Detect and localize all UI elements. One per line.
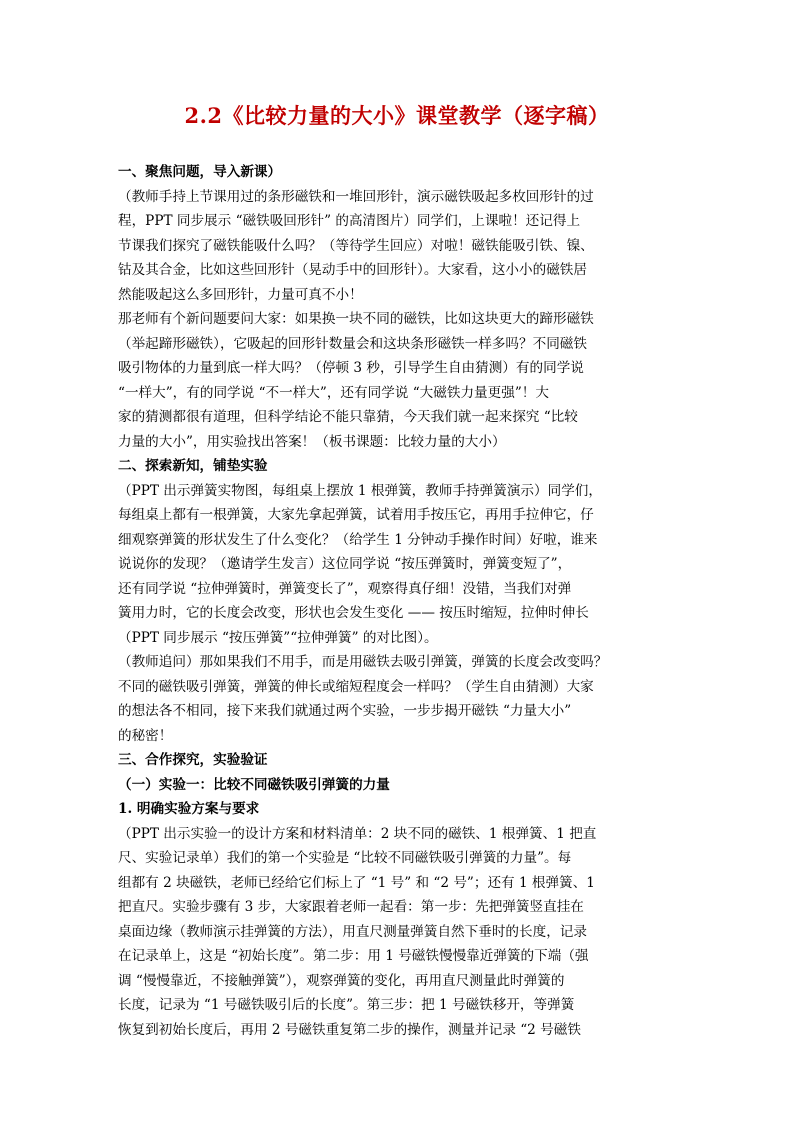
body-line: 然能吸起这么多回形针，力量可真不小！: [118, 286, 363, 303]
body-line: 尺、实验记录单）我们的第一个实验是 “比较不同磁铁吸引弹簧的力量”。每: [118, 850, 572, 866]
body-line: 钴及其合金，比如这些回形针（晃动手中的回形针）。大家看，这小小的磁铁居: [118, 262, 587, 278]
section-heading: 二、探索新知，铺垫实验: [118, 458, 268, 474]
body-line: 把直尺。实验步骤有 3 步，大家跟着老师一起看：第一步：先把弹簧竖直挂在: [118, 899, 584, 915]
body-line: 长度，记录为 “1 号磁铁吸引后的长度”。第三步：把 1 号磁铁移开，等弹簧: [118, 997, 575, 1013]
body-line: （教师手持上节课用过的条形磁铁和一堆回形针，演示磁铁吸起多枚回形针的过: [118, 188, 594, 205]
body-line: 组都有 2 块磁铁，老师已经给它们标上了 “1 号” 和 “2 号”；还有 1 根弹簧、1: [118, 874, 595, 891]
section-heading: 一、聚焦问题，导入新课）: [118, 164, 282, 180]
body-line: 那老师有个新问题要问大家：如果换一块不同的磁铁，比如这块更大的蹄形磁铁: [118, 311, 594, 327]
body-line: 桌面边缘（教师演示挂弹簧的方法），用直尺测量弹簧自然下垂时的长度，记录: [118, 923, 587, 940]
section-heading: （一）实验一：比较不同磁铁吸引弹簧的力量: [118, 776, 390, 793]
body-line: 细观察弹簧的形状发生了什么变化？（给学生 1 分钟动手操作时间）好啦，谁来: [118, 531, 598, 548]
body-line: （教师追问）那如果我们不用手，而是用磁铁去吸引弹簧，弹簧的长度会改变吗？: [118, 654, 608, 670]
body-line: 程，PPT 同步展示 “磁铁吸回形针” 的高清图片）同学们，上课啦！还记得上: [118, 213, 581, 229]
body-line: （PPT 出示弹簧实物图，每组桌上摆放 1 根弹簧，教师手持弹簧演示）同学们，: [118, 482, 602, 499]
body-line: 簧用力时，它的长度会改变，形状也会发生变化 —— 按压时缩短，拉伸时伸长: [118, 605, 589, 621]
body-line: 节课我们探究了磁铁能吸什么吗？（等待学生回应）对啦！磁铁能吸引铁、镍、: [118, 237, 594, 254]
body-line: 吸引物体的力量到底一样大吗？（停顿 3 秒，引导学生自由猜测）有的同学说: [118, 360, 584, 376]
body-line: 不同的磁铁吸引弹簧，弹簧的伸长或缩短程度会一样吗？（学生自由猜测）大家: [118, 678, 594, 695]
body-line: 恢复到初始长度后，再用 2 号磁铁重复第二步的操作，测量并记录 “2 号磁铁: [118, 1021, 581, 1038]
section-heading: 三、合作探究，实验验证: [118, 752, 268, 768]
body-line: （PPT 同步展示 “按压弹簧”“拉伸弹簧” 的对比图）。: [118, 629, 438, 646]
body-line: 调 “慢慢靠近，不接触弹簧”），观察弹簧的变化，再用直尺测量此时弹簧的: [118, 972, 565, 989]
body-line: 的想法各不相同，接下来我们就通过两个实验，一步步揭开磁铁 “力量大小”: [118, 703, 572, 719]
body-line: 还有同学说 “拉伸弹簧时，弹簧变长了”，观察得真仔细！没错，当我们对弹: [118, 580, 572, 597]
body-line: 在记录单上，这是 “初始长度”。第二步：用 1 号磁铁慢慢靠近弹簧的下端（强: [118, 948, 589, 964]
body-line: 每组桌上都有一根弹簧，大家先拿起弹簧，试着用手按压它，再用手拉伸它，仔: [118, 507, 594, 523]
document-title: 2.2《比较力量的大小》课堂教学（逐字稿）: [184, 103, 610, 128]
section-heading: 1. 明确实验方案与要求: [118, 801, 260, 817]
body-line: 的秘密！: [118, 727, 173, 744]
body-line: “一样大”，有的同学说 “不一样大”，还有同学说 “大磁铁力量更强”！大: [118, 384, 549, 401]
body-line: （PPT 出示实验一的设计方案和材料清单：2 块不同的磁铁、1 根弹簧、1 把直: [118, 825, 597, 842]
body-line: 力量的大小”，用实验找出答案！（板书课题：比较力量的大小）: [118, 433, 506, 450]
body-line: （举起蹄形磁铁），它吸起的回形针数量会和这块条形磁铁一样多吗？不同磁铁: [118, 335, 587, 352]
document-body: [118, 160, 682, 1042]
body-line: 说说你的发现？（邀请学生发言）这位同学说 “按压弹簧时，弹簧变短了”，: [118, 556, 572, 572]
body-line: 家的猜测都很有道理，但科学结论不能只靠猜，今天我们就一起来探究 “比较: [118, 409, 578, 425]
